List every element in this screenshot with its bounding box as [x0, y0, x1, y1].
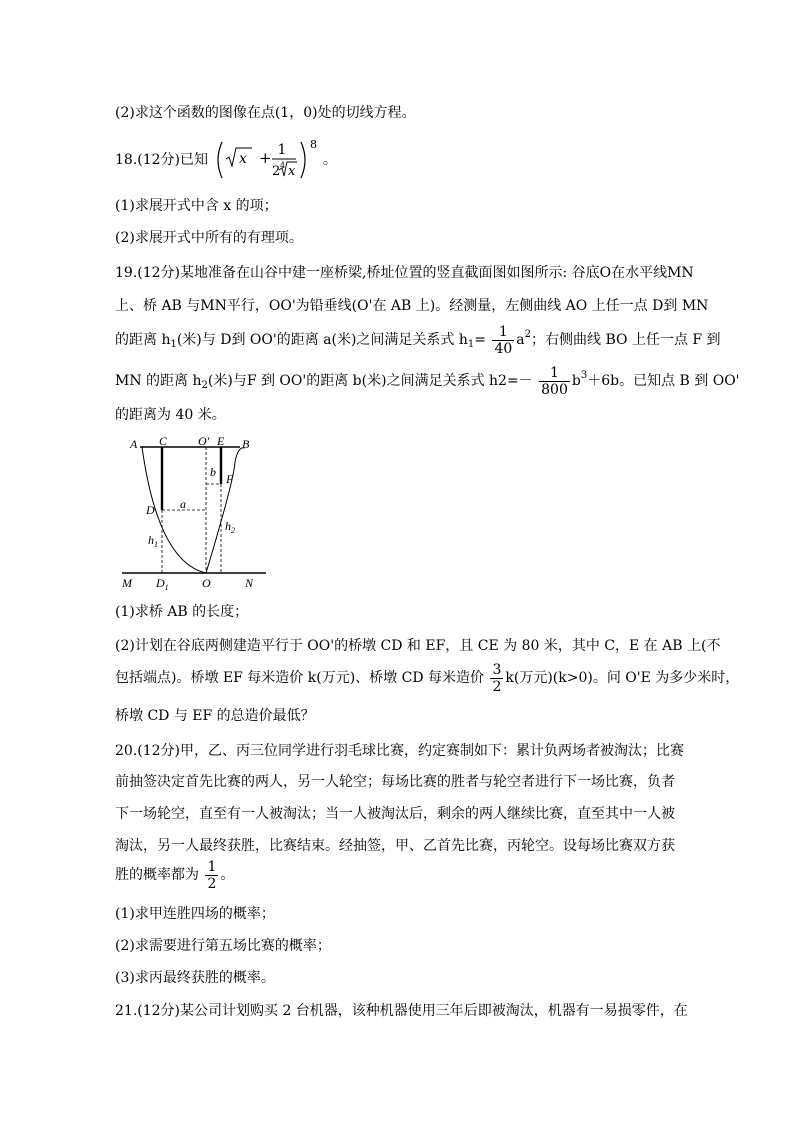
- q18-exponent: 8: [310, 138, 318, 151]
- q20-part2: (2)求需要进行第五场比赛的概率；: [115, 938, 331, 954]
- q19-line3: 的距离 $h_1$(米)与 D到 OO'的距离 a(米)之间满足关系式 $h_1=$ $\frac{1}{40}$ $a^2$；右侧曲线 BO 上任一点 F 到: [115, 323, 721, 357]
- label-F: F: [226, 472, 234, 486]
- q18-num: 1: [278, 142, 287, 158]
- bridge-valley-figure: [118, 432, 268, 592]
- label-O-prime: O': [198, 434, 210, 448]
- svg-text:+: +: [259, 149, 273, 167]
- q19-frac-1-800: $\frac{1}{800}$: [541, 364, 568, 398]
- label-E: E: [217, 434, 225, 448]
- label-A: A: [130, 437, 138, 451]
- q18-tail: 。: [322, 152, 337, 168]
- q18-part2: (2)求展开式中所有的有理项。: [115, 230, 303, 246]
- q18-binomial-expression: [212, 138, 318, 182]
- q19-part2-line2: 包括端点)。桥墩 EF 每米造价 k(万元)、桥墩 CD 每米造价 $\frac{3}{2}$ k(万元)(k>0)。问 O'E 为多少米时，: [115, 661, 740, 695]
- q19-line1: 19.(12分)某地准备在山谷中建一座桥梁,桥址位置的竖直截面图如图所示: 谷底O在水平线MN: [115, 265, 694, 281]
- q18-stem: [115, 138, 337, 182]
- q21-line1: 21.(12分)某公司计划购买 2 台机器，该种机器使用三年后即被淘汰，机器有一易损零件，在: [115, 1003, 688, 1019]
- label-D1: $D_1$: [156, 576, 169, 592]
- q17-part2: (2)求这个函数的图像在点(1，0)处的切线方程。: [115, 105, 416, 121]
- label-b: b: [210, 465, 216, 479]
- q20-part3: (3)求丙最终获胜的概率。: [115, 970, 275, 986]
- q18-root-var: x: [288, 164, 296, 179]
- q19-line2: 上、桥 AB 与MN平行，OO'为铅垂线(O'在 AB 上)。经测量，左侧曲线 AO 上任一点 D到 MN: [115, 298, 709, 314]
- q19-part2-line1: (2)计划在谷底两侧建造平行于 OO'的桥墩 CD 和 EF，且 CE 为 80 米，其中 C，E 在 AB 上(不: [115, 638, 721, 654]
- q20-line5: 胜的概率都为 $\frac{1}{2}$ 。: [115, 858, 235, 892]
- label-C: C: [159, 434, 168, 448]
- q20-line4: 淘汰，另一人最终获胜，比赛结束。经抽签，甲、乙首先比赛，丙轮空。设每场比赛双方获: [115, 838, 675, 854]
- label-M: M: [122, 576, 132, 590]
- q20-line2: 前抽签决定首先比赛的两人，另一人轮空；每场比赛的胜者与轮空者进行下一场比赛，负者: [115, 774, 675, 790]
- label-B: B: [242, 437, 250, 451]
- label-h1: $h_1$: [148, 533, 158, 549]
- q18-head: 18.(12分)已知: [115, 152, 209, 168]
- label-O: O: [202, 576, 211, 590]
- q18-root-index: 4: [280, 161, 286, 170]
- q20-line3: 下一场轮空，直至有一人被淘汰；当一人被淘汰后，剩余的两人继续比赛，直至其中一人被: [115, 806, 675, 822]
- q19-part2-line3: 桥墩 CD 与 EF 的总造价最低？: [115, 708, 315, 724]
- q18-coef: 2: [272, 164, 281, 179]
- label-a: a: [180, 497, 186, 511]
- label-h2: $h_2$: [225, 519, 235, 535]
- q20-frac-1-2: $\frac{1}{2}$: [207, 858, 217, 892]
- label-N: N: [245, 576, 254, 590]
- q19-line4: MN 的距离 $h_2$(米)与F 到 OO'的距离 b(米)之间满足关系式 h2=－ $\frac{1}{800}$ $b^3+6b$。已知点 B 到 OO': [115, 364, 740, 398]
- q19-line5: 的距离为 40 米。: [115, 407, 226, 423]
- q19-frac-3-2: $\frac{3}{2}$: [492, 661, 502, 695]
- q19-part1: (1)求桥 AB 的长度；: [115, 604, 249, 620]
- q18-part1: (1)求展开式中含 x 的项；: [115, 198, 278, 214]
- label-D: D: [146, 503, 155, 517]
- q20-part1: (1)求甲连胜四场的概率；: [115, 906, 275, 922]
- q18-sqrt-var: x: [239, 151, 248, 167]
- q19-frac-1-40: $\frac{1}{40}$: [494, 323, 513, 357]
- q20-line1: 20.(12分)甲，乙、丙三位同学进行羽毛球比赛，约定赛制如下：累计负两场者被淘汰；比赛: [115, 743, 685, 759]
